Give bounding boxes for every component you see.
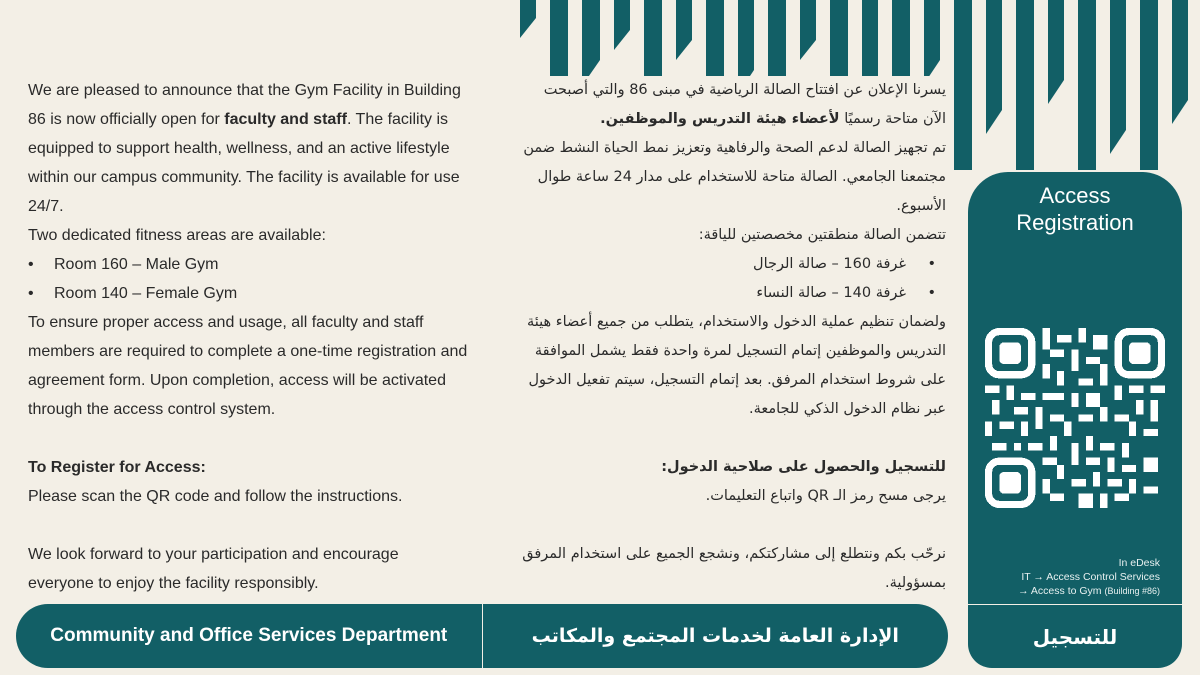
register-button[interactable]: للتسجيل (1032, 624, 1118, 649)
spacer (520, 511, 946, 540)
arabic-areas-intro: تتضمن الصالة منطقتين مخصصتين للياقة: (698, 227, 946, 243)
english-closing: We look forward to your participation and encourage everyone to enjoy the facility responsibly. (28, 546, 399, 592)
department-footer (16, 604, 948, 668)
edesk-path-line3-text: → Access to Gym (1018, 585, 1102, 597)
english-register-text: Please scan the QR code and follow the instructions. (28, 488, 403, 505)
arabic-register-heading: للتسجيل والحصول على صلاحية الدخول: (661, 459, 946, 475)
spacer (28, 511, 468, 540)
arabic-closing: نرحّب بكم ونتطلع إلى مشاركتكم، ونشجع الجميع على استخدام المرفق بمسؤولية. (522, 546, 946, 591)
list-item (28, 250, 468, 279)
building-note: (Building #86) (1104, 586, 1160, 596)
arabic-register-text: يرجى مسح رمز الـ QR واتباع التعليمات. (705, 488, 946, 504)
access-registration-card (968, 172, 1182, 668)
room-male-gym: Room 160 – Male Gym (54, 256, 219, 273)
spacer (520, 424, 946, 453)
english-intro-paragraph (28, 76, 468, 221)
english-announcement (28, 76, 468, 598)
list-item (28, 279, 468, 308)
arabic-announcement (520, 76, 946, 598)
arabic-intro-continued: تم تجهيز الصالة لدعم الصحة والرفاهية وتعزيز نمط الحياة النشط ضمن مجتمعنا الجامعي. الصالة متاحة للاستخدام على مدار 24 ساعة طوال الأسبوع. (523, 140, 946, 214)
bullet-icon: • (28, 285, 34, 302)
arabic-intro-text: يسرنا الإعلان عن افتتاح الصالة الرياضية في مبنى 86 والتي أصبحت الآن متاحة رسميًا (543, 82, 946, 127)
arabic-access-paragraph: ولضمان تنظيم عملية الدخول والاستخدام، يتطلب من جميع أعضاء هيئة التدريس والموظفين إتمام التسجيل لمرة واحدة فقط يشمل الموافقة على شروط استخدام المرفق. بعد إتمام التسجيل، سيتم تفعيل الدخول عبر نظام الدخول الذكي للجامعة. (526, 314, 946, 417)
english-room-list (28, 250, 468, 308)
room-female-gym-ar: غرفة 140 – صالة النساء (756, 285, 906, 301)
card-title (968, 182, 1182, 236)
department-name-ar: الإدارة العامة لخدمات المجتمع والمكاتب (531, 625, 899, 647)
edesk-path-line1: In eDesk (1118, 557, 1160, 569)
room-female-gym: Room 140 – Female Gym (54, 285, 238, 302)
english-intro-emphasis: faculty and staff (224, 111, 347, 128)
bullet-icon: • (28, 256, 34, 273)
english-areas-intro: Two dedicated fitness areas are available: (28, 227, 326, 244)
english-access-paragraph: To ensure proper access and usage, all faculty and staff members are required to complete a one-time registration and agreement form. Upon completion, access will be activated through the access control system. (28, 314, 468, 418)
department-name-en: Community and Office Services Department (50, 625, 448, 646)
list-item (520, 250, 946, 279)
card-title-line2: Registration (1016, 210, 1134, 235)
bullet-icon: • (927, 256, 936, 272)
english-intro-text: We are pleased to announce that the Gym Facility in Building 86 is now officially open for (28, 82, 461, 128)
arabic-room-list (520, 250, 946, 308)
edesk-path-line3 (1018, 584, 1160, 598)
list-item (520, 279, 946, 308)
english-intro-text-continued: . The facility is equipped to support health, wellness, and an active lifestyle within our campus community. The facility is available for use 24/7. (28, 111, 460, 215)
spacer (28, 424, 468, 453)
card-title-line1: Access (1039, 183, 1111, 208)
english-register-heading: To Register for Access: (28, 459, 206, 476)
arabic-intro-emphasis: لأعضاء هيئة التدريس والموظفين. (600, 111, 840, 127)
room-male-gym-ar: غرفة 160 – صالة الرجال (753, 256, 906, 272)
edesk-path-line2: IT → Access Control Services (1021, 571, 1160, 583)
qr-code-icon[interactable] (985, 328, 1165, 508)
bullet-icon: • (927, 285, 936, 301)
arabic-intro-paragraph (520, 76, 946, 134)
edesk-path (1018, 556, 1160, 598)
